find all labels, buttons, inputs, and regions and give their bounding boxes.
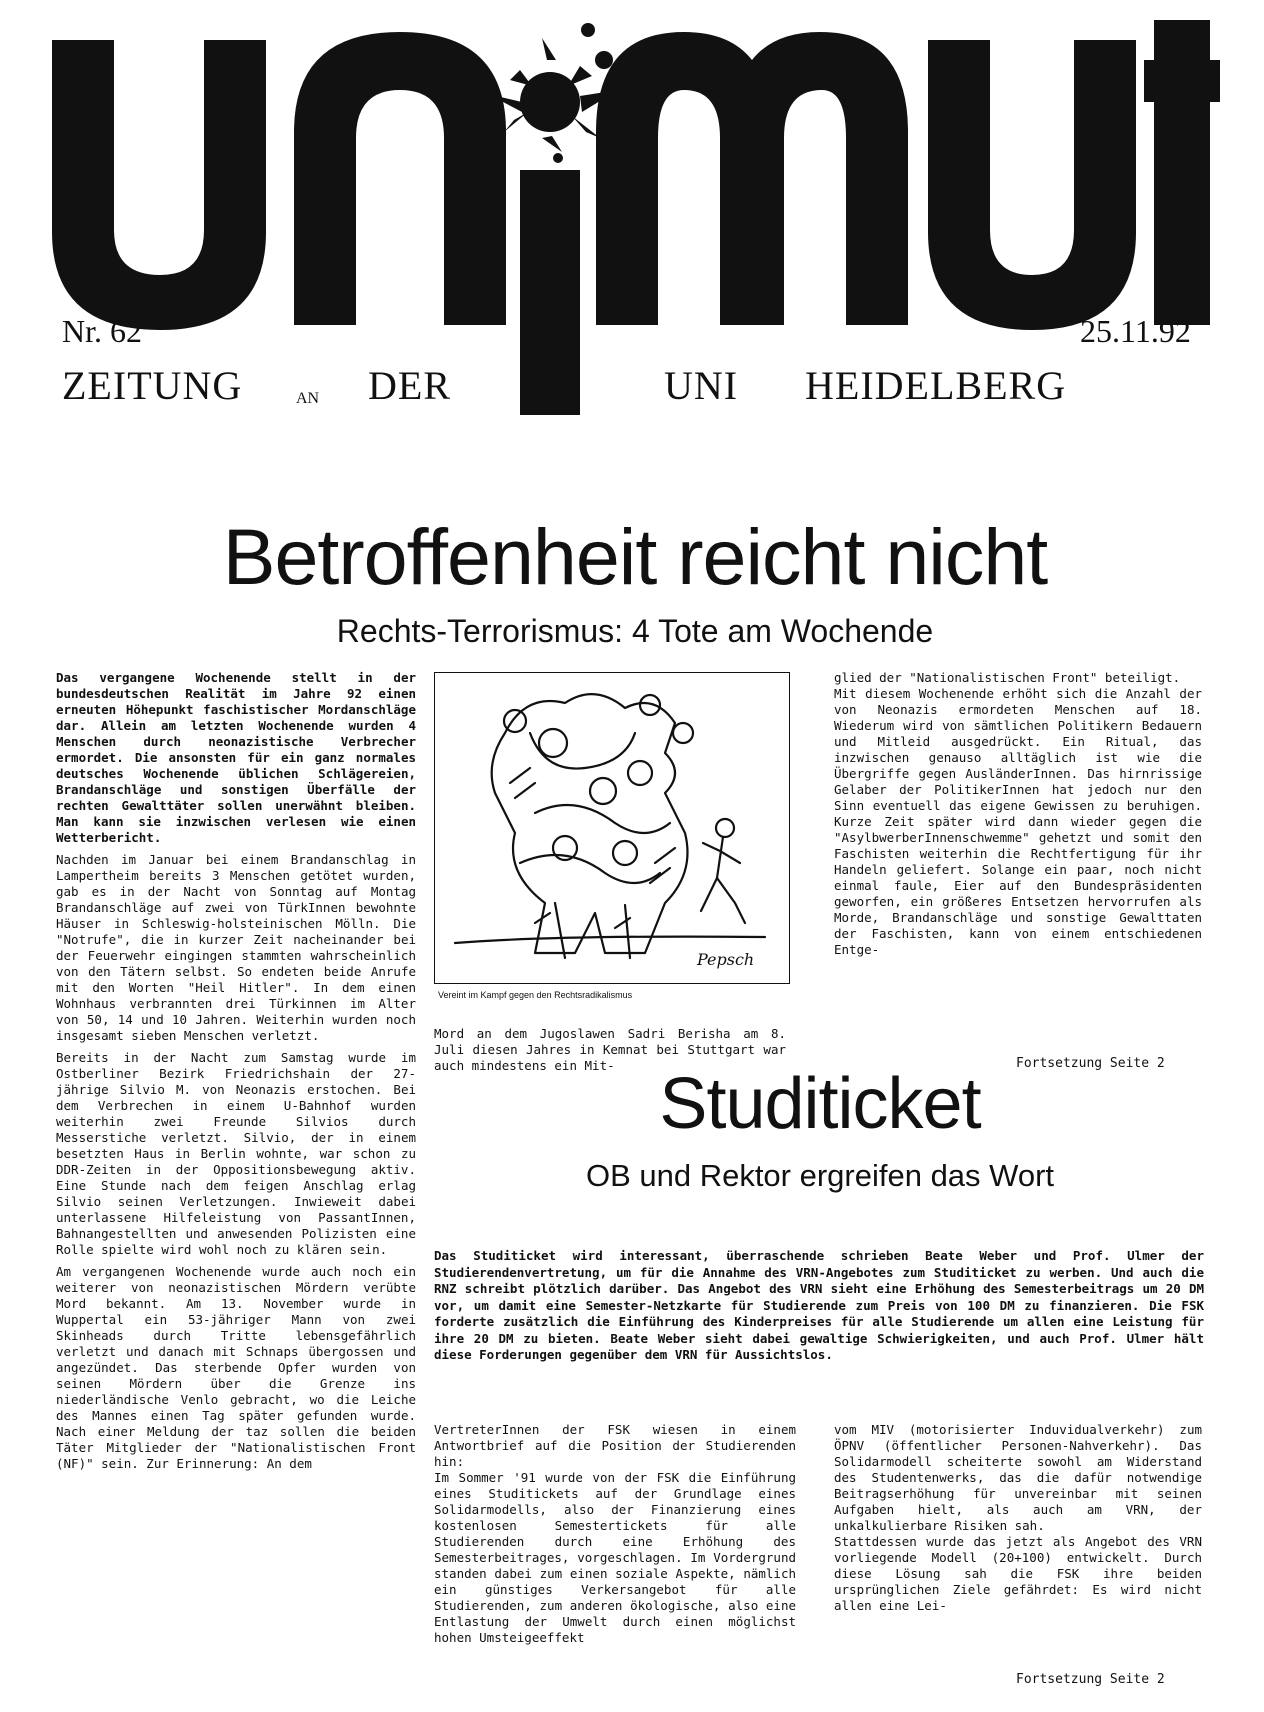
- article1-subheadline: Rechts-Terrorismus: 4 Tote am Wochende: [336, 613, 934, 649]
- article1-lead: Das vergangene Wochenende stellt in der bundesdeutschen Realität im Jahre 92 einen erneuten Höhepunkt faschistischer Mordanschläge dar. Allein am letzten Wochenende wurden 4 Menschen durch neonazistische Verbrecher ermordet. Die ansonsten für ein ganz normales deutsches Wochenende üblichen Schlägereien, Brandanschläge und sonstigen Überfälle der rechten Gewalttäter sollen unerwähnt bleiben. Man kann sie inzwischen verlesen wie einen Wetterbericht.: [56, 670, 416, 845]
- subtitle-an: AN: [296, 390, 320, 407]
- article2-headline: Studiticket: [659, 1064, 981, 1144]
- issue-number: Nr. 62: [62, 313, 142, 349]
- article1-paragraph: glied der "Nationalistischen Front" beteiligt.: [834, 670, 1181, 685]
- article2-paragraph: Im Sommer '91 wurde von der FSK die Einführung eines Studitickets auf der Grundlage eines Solidarmodells, also der Finanzierung eines kostenlosen Semestertickets für alle Studierenden durch eine Erhöhung des Semesterbeitrages, vorgeschlagen. Im Vordergrund standen dabei zum einen soziale Aspekte, nämlich ein günstiges Verkersangebot für alle Studierenden, zum anderen ökologische, also eine Entlastung der Umwelt durch einen möglichst hohen Umsteigeeffekt: [434, 1470, 796, 1645]
- article1-paragraph: Nachden im Januar bei einem Brandanschlag in Lampertheim bereits 3 Menschen getötet wurden, gab es in der Nacht von Sonntag auf Montag Brandanschläge auf zwei von TürkInnen bewohnte Häuser in Schleswig-holsteinischen Mölln. Die "Notrufe", die in kurzer Zeit nacheinander bei der Feuerwehr eingingen stammten wahrscheinlich von den Tätern selbst. So endeten beide Anrufe mit den Worten "Heil Hitler". In dem einen Wohnhaus verbrannten drei Türkinnen im Alter von 50, 14 und 10 Jahren. Weiterhin wurden noch insgesamt sieben Menschen verletzt.: [56, 852, 416, 1043]
- cartoon-signature: Pepsch: [697, 950, 755, 969]
- article2-column-2: [834, 1422, 1202, 1620]
- article1-continued-note: Fortsetzung Seite 2: [1016, 1056, 1165, 1071]
- article1-column-1: [56, 670, 416, 1478]
- subtitle-heidelberg: HEIDELBERG: [805, 363, 1067, 408]
- article2-subheadline: OB und Rektor ergreifen das Wort: [585, 1158, 1055, 1193]
- article2-intro: Das Studiticket wird interessant, überraschende schrieben Beate Weber und Prof. Ulmer der Studierendenvertretung, um für die Annahme des VRN-Angebotes zum Studiticket zu werben. Und auch die RNZ schreibt plötzlich darüber. Das Angebot des VRN sieht eine Erhöhung des Semesterbeitrags um 20 DM vor, um damit eine Semester-Netzkarte für Studierende zum Preis von 100 DM zu finanzieren. Die FSK forderte zusätzlich die Einführung des Kinderpreises für alle Studierende um allen eine Leistung für ihre 20 DM zu bieten. Beate Weber sieht dabei gewaltige Schwierigkeiten, und auch Prof. Ulmer hält diese Forderungen gegenüber dem VRN für Aussichtslos.: [434, 1248, 1204, 1362]
- unimut-logo: [52, 20, 1220, 415]
- logo-letter-u2: [928, 40, 1136, 330]
- article2-continued-note: Fortsetzung Seite 2: [1016, 1672, 1165, 1687]
- cartoon-drawing: [435, 673, 789, 983]
- article1-paragraph: Mord an dem Jugoslawen Sadri Berisha am 8. Juli diesen Jahres in Kemnat bei Stuttgart war auch mindestens ein Mit-: [434, 1026, 786, 1073]
- logo-letter-t: [1144, 20, 1220, 325]
- cartoon-image: [434, 672, 790, 984]
- article2-paragraph: Stattdessen wurde das jetzt als Angebot des VRN vorliegende Modell (20+100) entwickelt. Durch diese Lösung sah die FSK ihre beiden ursprünglichen Ziele gefährdet: Es wird nicht allen eine Lei-: [834, 1534, 1202, 1613]
- article1-paragraph: Mit diesem Wochenende erhöht sich die Anzahl der von Neonazis ermordeten Menschen auf 18. Wiederum wird von sämtlichen Politikern Bedauern und Mitleid ausgedrückt. Ein Ritual, das inzwischen genauso alltäglich ist wie die Übergriffe gegen AusländerInnen. Das hirnrissige Gelaber der PolitikerInnen hat jedoch nur den Sinn eventuell das eigene Gewissen zu beruhigen. Kurze Zeit später wird dann wieder gegen die "AsylbwerberInnenschwemme" gehetzt und somit den Faschisten weiterhin die Rechtfertigung für ihr Handeln geliefert. Solange ein paar, noch nicht einmal faule, Eier auf den Bundespräsidenten geworfen, ein größeres Entsetzen hervorrufen als Morde, Brandanschläge und sonstige Gewalttaten der Faschisten, kann von einem entschiedenen Entge-: [834, 686, 1202, 957]
- article1-paragraph: Am vergangenen Wochenende wurde auch noch ein weiterer von neonazistischen Mördern verübte Mord bekannt. Am 13. November wurde in Wuppertal ein 53-jähriger Mann von zwei Skinheads durch Tritte lebensgefährlich verletzt und danach mit Schnaps übergossen und angezündet. Das sterbende Opfer wurden von seinen Mördern über die Grenze ins niederländische Venlo gebracht, wo die Leiche des Mannes einen Tag später gefunden wurde. Nach einer Meldung der taz sollen die beiden Täter Mitglieder der "Nationalistischen Front (NF)" sein. Zur Erinnerung: An dem: [56, 1264, 416, 1471]
- article2-paragraph: VertreterInnen der FSK wiesen in einem Antwortbrief auf die Position der Studierenden hin:: [434, 1422, 796, 1469]
- logo-letter-n: [294, 32, 506, 325]
- cartoon-caption: Vereint im Kampf gegen den Rechtsradikalismus: [438, 990, 633, 1000]
- subtitle-der: DER: [368, 363, 451, 408]
- subtitle-uni: UNI: [664, 363, 739, 408]
- article1-column-3: [834, 670, 1202, 964]
- subtitle-zeitung: ZEITUNG: [62, 363, 243, 408]
- article2-column-1: [434, 1422, 796, 1652]
- logo-letter-i-stem: [520, 170, 580, 415]
- logo-letter-u: [52, 40, 266, 330]
- article1-headline: Betroffenheit reicht nicht: [222, 512, 1048, 601]
- issue-date: 25.11.92: [1080, 313, 1191, 349]
- logo-letter-m: [596, 32, 908, 325]
- article1-paragraph: Bereits in der Nacht zum Samstag wurde im Ostberliner Bezirk Friedrichshain der 27-jährige Silvio M. von Neonazis erstochen. Bei dem Verbrechen in einem U-Bahnhof wurden weiterhin zwei Freunde Silvios durch Messerstiche verletzt. Silvio, der in einem besetzten Haus in Berlin wohnte, war schon zu DDR-Zeiten in der Oppositionsbewegung aktiv. Eine Stunde nach dem feigen Anschlag erlag Silvio seinen Verletzungen. Inwieweit dabei unterlassene Hilfeleistung von PassantInnen, Bahnangestellten und anwesenden Polizisten eine Rolle spielte wird wohl noch zu klären sein.: [56, 1050, 416, 1257]
- article2-paragraph: vom MIV (motorisierter Induvidualverkehr) zum ÖPNV (öffentlicher Personen-Nahverkehr). Das Solidarmodell scheiterte sowohl am Widerstand des Studentenwerks, das die dafür notwendige Beitragserhöhung für unvereinbar mit seinen Aufgaben hielt, als auch am VRN, der unkalkulierbare Risiken sah.: [834, 1422, 1202, 1533]
